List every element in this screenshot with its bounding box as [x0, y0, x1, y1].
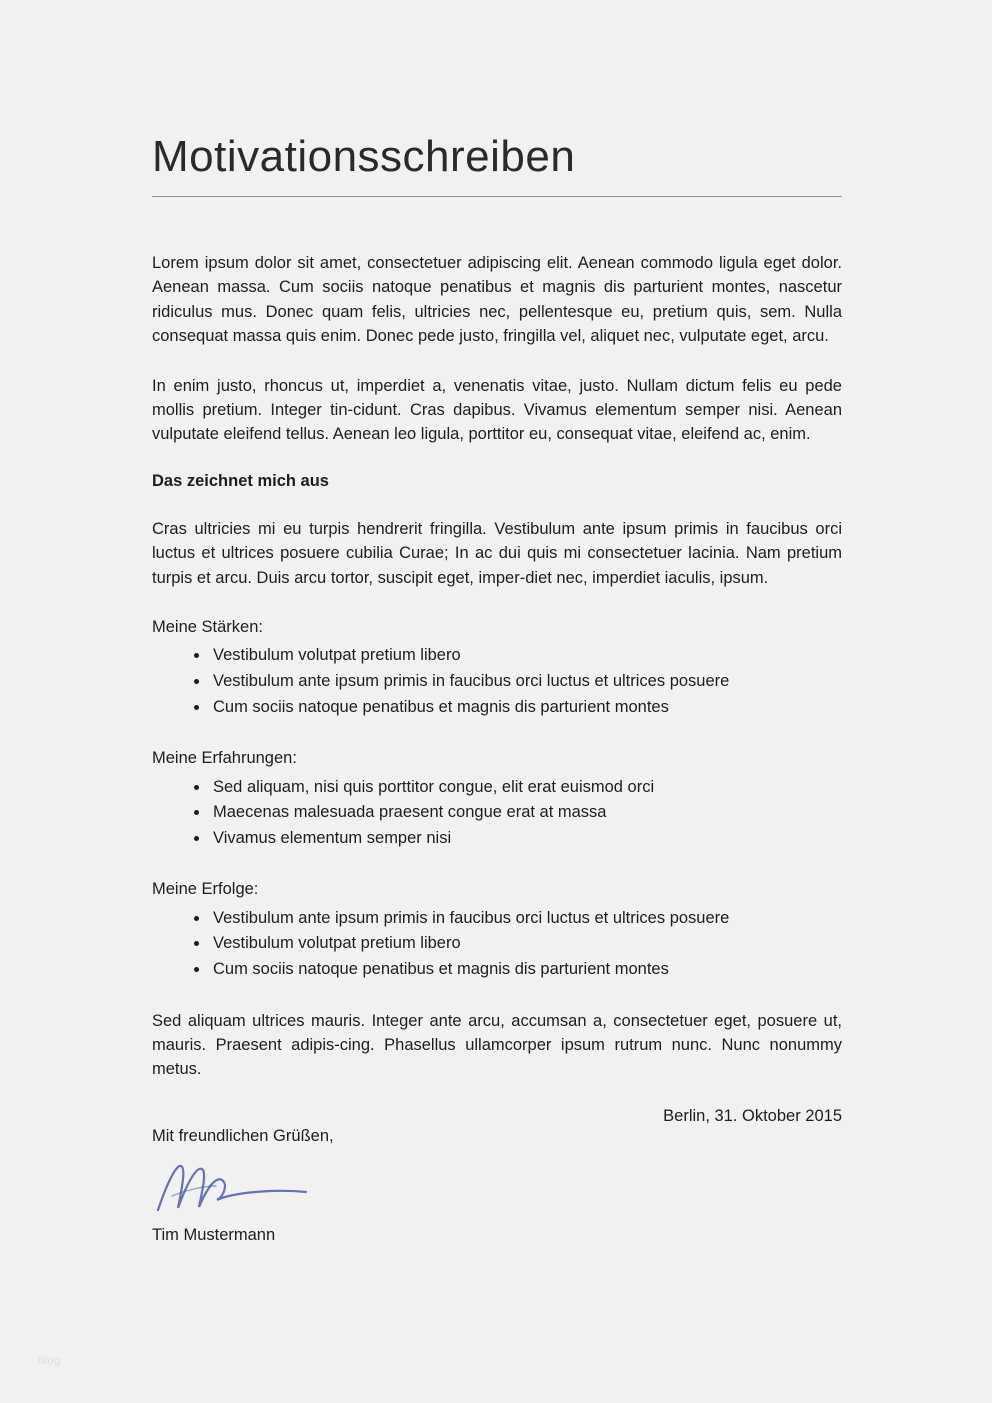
list-item: • Sed aliquam, nisi quis porttitor congue, elit erat euismod orci: [210, 775, 842, 801]
paragraph: Sed aliquam ultrices mauris. Integer ante arcu, accumsan a, consectetuer eget, posuere ut, mauris. Praesent adipis-cing. Phasellus ullamcorper ipsum rutrum nunc. Nunc nonummy metus.: [152, 1011, 842, 1079]
signature-scribble-icon: [152, 1152, 312, 1222]
list-item: • Maecenas malesuada praesent congue erat at massa: [210, 800, 842, 826]
title-divider: [152, 196, 842, 197]
experience-list: [152, 775, 842, 852]
list-item: • Vivamus elementum semper nisi: [210, 826, 842, 852]
list-label-strengths: Meine Stärken:: [152, 618, 263, 637]
list-label-experience: Meine Erfahrungen:: [152, 749, 297, 768]
list-label-successes: Meine Erfolge:: [152, 880, 259, 899]
list-item: • Cum sociis natoque penatibus et magnis dis parturient montes: [210, 695, 842, 721]
paragraph: Lorem ipsum dolor sit amet, consectetuer adipiscing elit. Aenean commodo ligula eget dolor. Aenean massa. Cum sociis natoque penatibus et magnis dis parturient montes, nascetur ridiculus mus. Donec quam felis, ultricies nec, pellentesque eu, pretium quis, sem. Nulla consequat massa quis enim. Donec pede justo, fringilla vel, aliquet nec, vulputate eget, arcu.: [152, 254, 842, 346]
date-line: Berlin, 31. Oktober 2015: [663, 1106, 842, 1125]
list-item: • Vestibulum volutpat pretium libero: [210, 643, 842, 669]
salutation: Mit freundlichen Grüßen,: [152, 1126, 334, 1145]
signature: [152, 1152, 842, 1224]
paragraph: In enim justo, rhoncus ut, imperdiet a, venenatis vitae, justo. Nullam dictum felis eu pede mollis pretium. Integer tin-cidunt. Cras dapibus. Vivamus elementum semper nisi. Aenean vulputate eleifend tellus. Aenean leo ligula, porttitor eu, consequat vitae, eleifend ac, enim.: [152, 376, 842, 444]
section-heading: Das zeichnet mich aus: [152, 471, 329, 490]
list-item: • Cum sociis natoque penatibus et magnis dis parturient montes: [210, 957, 842, 983]
strengths-list: [152, 643, 842, 720]
list-item: • Vestibulum ante ipsum primis in faucibus orci luctus et ultrices posuere: [210, 906, 842, 932]
page-title: Motivationsschreiben: [152, 132, 576, 181]
list-item: • Vestibulum ante ipsum primis in faucibus orci luctus et ultrices posuere: [210, 669, 842, 695]
letter-body: [152, 0, 842, 1245]
list-item: • Vestibulum volutpat pretium libero: [210, 931, 842, 957]
sender-name: Tim Mustermann: [152, 1225, 276, 1244]
watermark-blog: blog: [38, 1355, 61, 1367]
successes-list: [152, 906, 842, 983]
paragraph: Cras ultricies mi eu turpis hendrerit fringilla. Vestibulum ante ipsum primis in faucibus orci luctus et ultrices posuere cubilia Curae; In ac dui quis mi consectetuer lacinia. Nam pretium turpis et arcu. Duis arcu tortor, suscipit eget, imper-diet nec, imperdiet iaculis, ipsum.: [152, 519, 842, 587]
